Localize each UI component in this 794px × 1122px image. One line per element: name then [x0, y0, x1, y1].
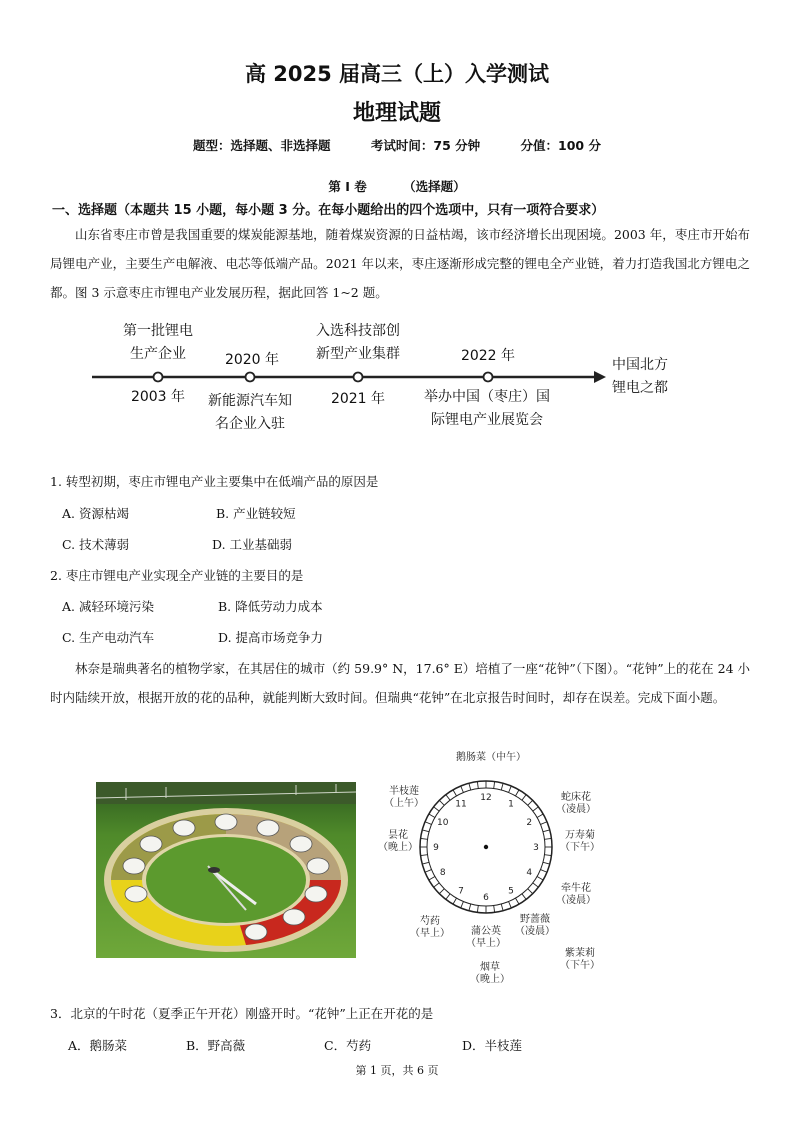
clock-numeral: 3 [533, 843, 539, 853]
flower-clock-photo [96, 782, 356, 958]
timeline-event-2022: 举办中国（枣庄）国 际锂电产业展览会 [424, 389, 550, 428]
q3-option-d[interactable]: D．半枝莲 [462, 1038, 523, 1053]
q2-option-c[interactable]: C. 生产电动汽车 [62, 630, 155, 645]
clock-tick [461, 902, 464, 908]
clock-tick [434, 807, 440, 811]
q3-option-a[interactable]: A．鹅肠菜 [68, 1038, 128, 1053]
meta-time: 考试时间：75 分钟 [370, 138, 481, 153]
clock-tick [439, 889, 444, 894]
clock-numeral: 2 [526, 818, 533, 828]
clock-numeral: 8 [439, 868, 446, 878]
q3-option-b[interactable]: B．野高薇 [186, 1038, 246, 1053]
clock-tick [541, 870, 547, 873]
clock-numeral: 9 [433, 843, 439, 853]
section-heading: 一、选择题（本题共 15 小题，每小题 3 分。在每小题给出的四个选项中，只有一项符合要求） [52, 203, 605, 218]
meta-type: 题型：选择题、非选择题 [193, 138, 331, 153]
q2-option-a[interactable]: A. 减轻环境污染 [62, 599, 154, 614]
clock-tick [509, 902, 512, 908]
exam-meta [0, 136, 794, 154]
meta-score: 分值：100 分 [520, 138, 601, 153]
label-3: 万寿菊 （下午） [560, 830, 600, 853]
label-7: 烟草 （晚上） [470, 962, 510, 985]
clock-tick [461, 786, 464, 792]
clock-tick [477, 782, 478, 789]
clock-tick [522, 795, 526, 801]
clock-tick [543, 830, 550, 832]
clock-tick [477, 905, 478, 912]
subject-title: 地理试题 [352, 101, 441, 126]
passage-2: 林奈是瑞典著名的植物学家，在其居住的城市（约 59.9° N，17.6° E）培植了一座“花钟”（下图）。“花钟”上的花在 24 小时内陆续开放，根据开放的花的品种，就能判断大致时间。但瑞典“花钟”在北京报告时间时，却存在误差。完成下面小题。 [50, 661, 750, 705]
clock-tick [422, 862, 429, 864]
clock-tick [501, 783, 503, 790]
timeline-axis [88, 368, 608, 388]
q3-option-c[interactable]: C．芍药 [324, 1038, 372, 1053]
clock-tick [544, 838, 551, 839]
clock-tick [429, 877, 435, 881]
clock-tick [501, 904, 503, 911]
clock-tick [537, 814, 543, 818]
label-6-right: 紫茉莉 （下午） [560, 948, 600, 971]
clock-tick [439, 800, 444, 805]
clock-tick [421, 838, 428, 839]
label-noon: 鹅肠菜（中午） [456, 752, 526, 763]
clock-tick [434, 883, 440, 887]
clock-tick [509, 786, 512, 792]
timeline-event-2021: 入选科技部创 新型产业集群 [316, 323, 400, 362]
clock-numeral: 6 [483, 893, 489, 903]
clock-tick [422, 830, 429, 832]
label-6: 蒲公英 （早上） [466, 926, 506, 949]
timeline-event-2020: 新能源汽车知 名企业入驻 [208, 393, 292, 432]
clock-tick [533, 883, 539, 887]
clock-tick [528, 889, 533, 894]
clock-tick [446, 894, 450, 900]
clock-tick [425, 822, 431, 825]
clock-tick [543, 862, 550, 864]
clock-tick [429, 814, 435, 818]
timeline-year-2020: 2020 年 [224, 352, 280, 368]
exam-title: 高 2025 届高三（上）入学测试 [244, 62, 550, 86]
label-5: 野蔷薇 （凌晨） [515, 914, 555, 937]
label-9: 昙花 （晚上） [378, 830, 418, 853]
question-2-stem: 2. 枣庄市锂电产业实现全产业链的主要目的是 [50, 568, 304, 583]
label-4: 牵牛花 （凌晨） [556, 883, 596, 906]
clock-numeral: 5 [508, 886, 514, 897]
clock-tick [528, 800, 533, 805]
volume-heading [0, 177, 794, 195]
timeline-year-2021: 2021 年 [330, 391, 386, 407]
q2-option-d[interactable]: D. 提高市场竞争力 [218, 630, 324, 645]
timeline-year-2003: 2003 年 [130, 389, 186, 405]
question-1-stem: 1. 转型初期，枣庄市锂电产业主要集中在低端产品的原因是 [50, 474, 379, 489]
label-8: 芍药 （早上） [410, 916, 450, 939]
q1-option-a[interactable]: A. 资源枯竭 [62, 506, 129, 521]
question-3-stem: 3．北京的午时花（夏季正午开花）刚盛开时。“花钟”上正在开花的是 [50, 1006, 434, 1021]
q2-option-b[interactable]: B. 降低劳动力成本 [218, 599, 323, 614]
label-2: 蛇床花 （凌晨） [556, 792, 596, 815]
q1-option-c[interactable]: C. 技术薄弱 [62, 537, 130, 552]
passage-1: 山东省枣庄市曾是我国重要的煤炭能源基地，随着煤炭资源的日益枯竭，该市经济增长出现困境。2003 年，枣庄市开始布局锂电产业，主要生产电解液、电芯等低端产品。2021 年以来，枣庄逐渐形成完整的锂电全产业链，着力打造我国北方锂电之都。图 3 示意枣庄市锂电产业发展历程，据此回答 1~2 题。 [50, 227, 750, 300]
clock-tick [537, 877, 543, 881]
clock-tick [469, 904, 471, 911]
volume-type: （选择题） [403, 179, 466, 194]
timeline-event-2003: 第一批锂电 生产企业 [123, 323, 193, 362]
timeline-year-2022: 2022 年 [460, 348, 516, 364]
clock-tick [469, 783, 471, 790]
clock-numeral: 7 [458, 886, 464, 897]
clock-numeral: 10 [436, 818, 449, 828]
clock-numeral: 11 [455, 799, 467, 810]
timeline-end-label: 中国北方 锂电之都 [612, 357, 668, 396]
q1-option-b[interactable]: B. 产业链较短 [216, 506, 296, 521]
clock-tick [544, 855, 551, 856]
clock-numeral: 12 [480, 793, 492, 803]
q1-option-d[interactable]: D. 工业基础弱 [212, 537, 293, 552]
clock-tick [446, 795, 450, 801]
page-footer: 第 1 页，共 6 页 [355, 1064, 439, 1077]
clock-tick [541, 822, 547, 825]
clock-tick [516, 898, 520, 904]
clock-numeral: 4 [526, 868, 533, 878]
clock-numeral: 1 [508, 799, 514, 810]
clock-tick [421, 855, 428, 856]
clock-tick [453, 790, 457, 796]
clock-tick [494, 782, 495, 789]
clock-tick [533, 807, 539, 811]
volume-name: 第 I 卷 [328, 179, 367, 194]
clock-tick [425, 870, 431, 873]
clock-tick [453, 898, 457, 904]
clock-tick [516, 790, 520, 796]
clock-tick [522, 894, 526, 900]
clock-tick [494, 905, 495, 912]
label-10: 半枝莲 （上午） [384, 786, 424, 809]
